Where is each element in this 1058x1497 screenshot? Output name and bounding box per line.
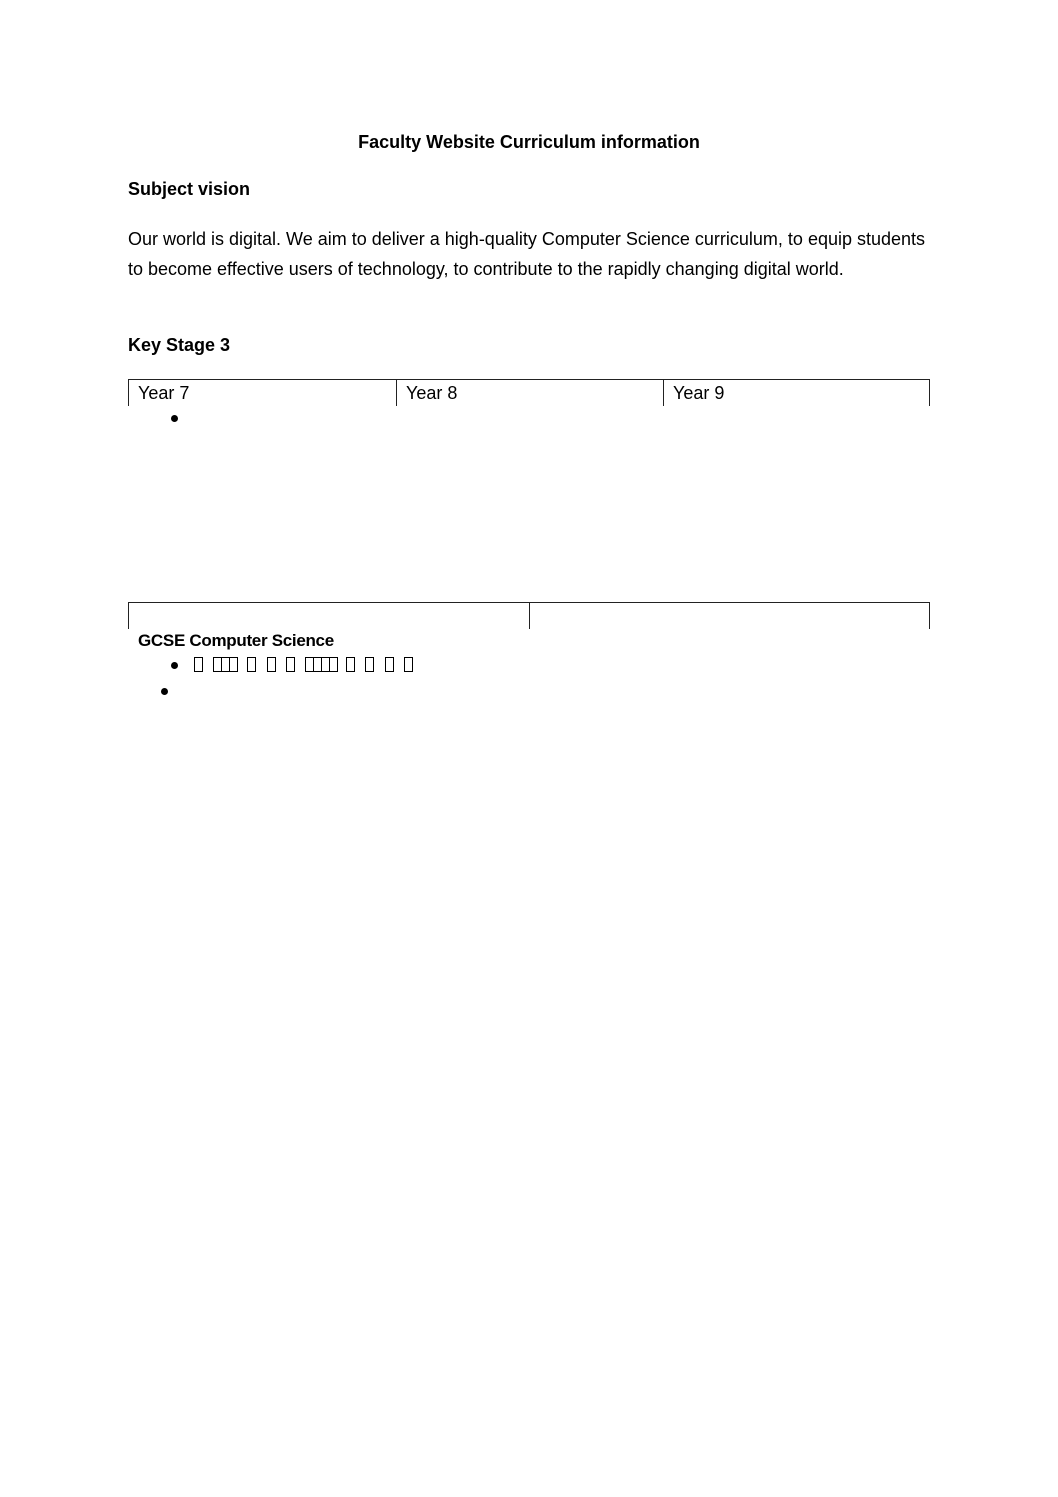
bullet-point bbox=[171, 662, 178, 669]
gcse-table bbox=[128, 602, 930, 629]
missing-glyph-box bbox=[346, 657, 355, 672]
bullet-point bbox=[161, 688, 168, 695]
missing-glyph-box bbox=[247, 657, 256, 672]
missing-glyph-box bbox=[404, 657, 413, 672]
subject-vision-heading: Subject vision bbox=[128, 179, 251, 199]
missing-glyph-box bbox=[267, 657, 276, 672]
bullet-point bbox=[171, 415, 178, 422]
missing-glyph-box bbox=[194, 657, 203, 672]
key-stage-3-table bbox=[128, 379, 930, 406]
gcse-heading: GCSE Computer Science bbox=[138, 631, 334, 650]
missing-glyph-box bbox=[365, 657, 374, 672]
missing-glyph-box bbox=[286, 657, 295, 672]
key-stage-3-heading: Key Stage 3 bbox=[128, 335, 231, 355]
table-header-year-8: Year 8 bbox=[396, 380, 663, 406]
table-cell bbox=[529, 603, 930, 629]
table-cell bbox=[128, 603, 529, 629]
page-title: Faculty Website Curriculum information bbox=[358, 132, 700, 152]
missing-glyph-box bbox=[229, 657, 238, 672]
table-header-year-7: Year 7 bbox=[128, 380, 396, 406]
missing-glyph-box bbox=[385, 657, 394, 672]
missing-glyph-box bbox=[329, 657, 338, 672]
subject-vision-text: Our world is digital. We aim to deliver a high-quality Computer Science curriculum, to equip students to become effective users of technology, to contribute to the rapidly changing digital world. bbox=[128, 229, 926, 279]
table-header-year-9: Year 9 bbox=[663, 380, 930, 406]
